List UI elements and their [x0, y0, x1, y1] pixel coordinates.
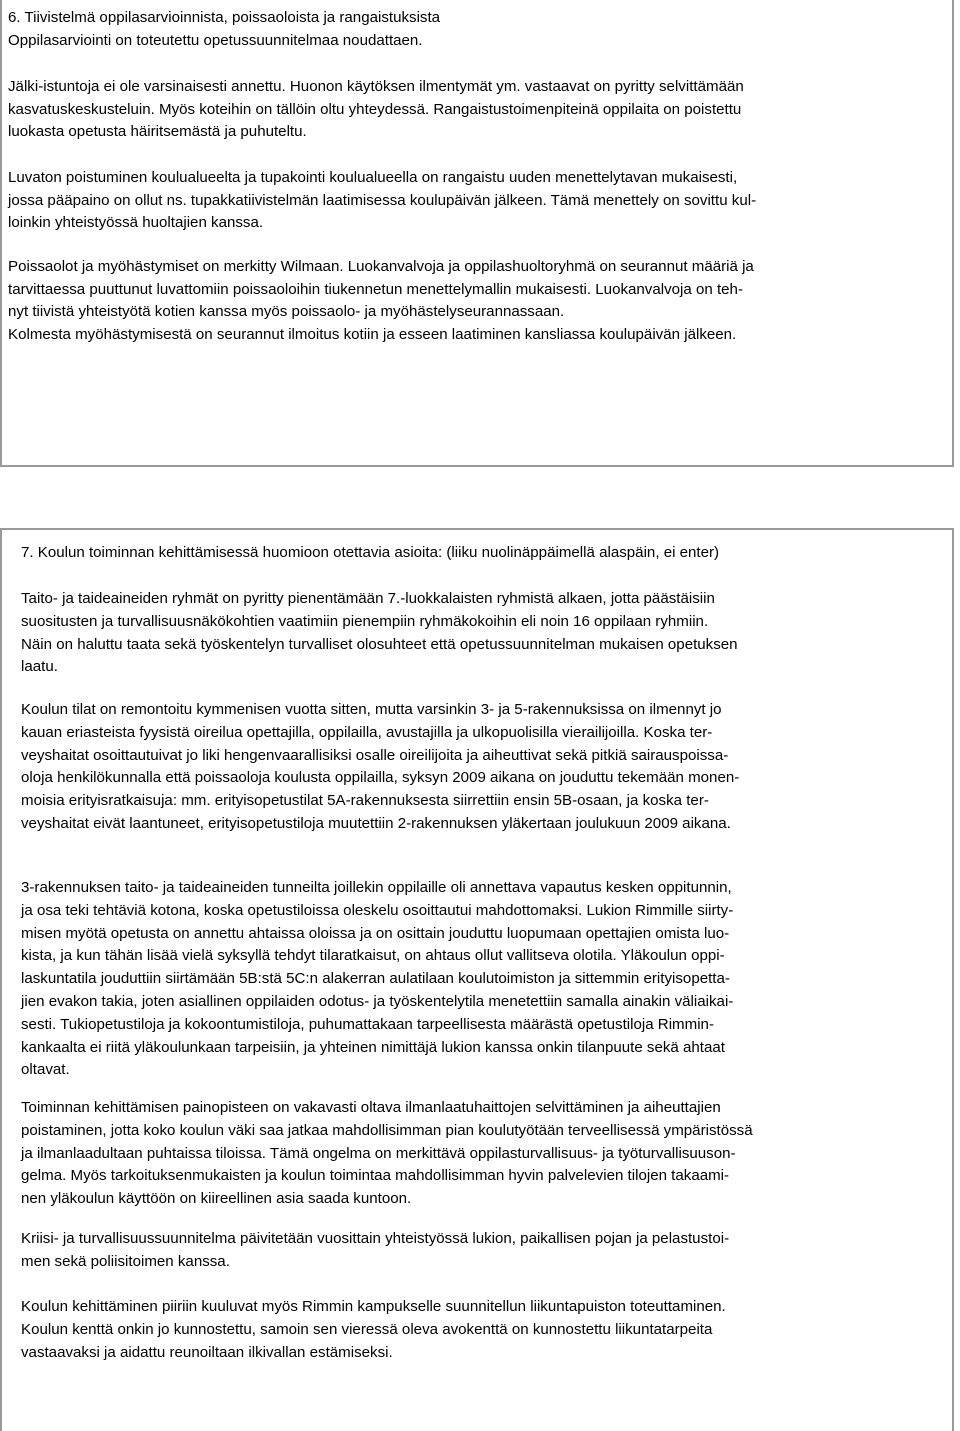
section-6-paragraph-2: [8, 76, 946, 144]
text-line: oltavat.: [21, 1061, 70, 1079]
text-line: vastaavaksi ja aidattu reunoiltaan ilkivallan estämiseksi.: [21, 1343, 393, 1361]
text-line: nen yläkoulun käyttöön on kiireellinen asia saada kuntoon.: [21, 1190, 412, 1208]
text-line: kankaalta ei riitä yläkoulunkaan tarpeisiin, ja yhteinen nimittäjä lukion kanssa onkin tilanpuute sekä ahtaat: [21, 1038, 725, 1056]
section-7-paragraph-1: [21, 588, 941, 679]
text-line: kasvatuskeskusteluin. Myös koteihin on tällöin oltu yhteydessä. Rangaistustoimenpiteinä oppilaita on poistettu: [8, 100, 742, 118]
section-7-paragraph-2: [21, 699, 941, 836]
text-line: Oppilasarviointi on toteutettu opetussuunnitelmaa noudattaen.: [8, 32, 423, 49]
section-6-title: 6. Tiivistelmä oppilasarvioinnista, poissaoloista ja rangaistuksista: [8, 9, 441, 26]
text-line: men sekä poliisitoimen kanssa.: [21, 1252, 230, 1270]
text-line: misen myötä opetusta on annettu ahtaissa oloissa ja on osittain jouduttu luopumaan opettajien omista luo-: [21, 924, 730, 942]
section-6-paragraph-3: [8, 167, 946, 235]
text-line: ja osa teki tehtäviä kotona, koska opetustiloissa oleskelu osoittautui mahdottomaksi. Lukion Rimmille siirty-: [21, 901, 734, 919]
text-line: Kriisi- ja turvallisuussuunnitelma päivitetään vuosittain yhteistyössä lukion, paikallisen pojan ja pelastustoi-: [21, 1230, 730, 1247]
text-line: Kolmesta myöhästymisestä on seurannut ilmoitus kotiin ja esseen laatiminen kansliassa koulupäivän jälkeen.: [8, 326, 737, 344]
text-line: Luvaton poistuminen koulualueelta ja tupakointi koulualueella on rangaistu uuden menettelytavan mukaisesti,: [8, 169, 738, 186]
text-line: kauan eriasteista fyysistä oireilua opettajilla, oppilailla, avustajilla ja ulkopuolisilla vierailijoilla. Koska ter-: [21, 723, 713, 741]
text-line: Jälki-istuntoja ei ole varsinaisesti annettu. Huonon käytöksen ilmentymät ym. vastaavat on pyritty selvittämään: [8, 78, 744, 95]
text-line: Taito- ja taideaineiden ryhmät on pyritty pienentämään 7.-luokkalaisten ryhmistä alkaen, jotta päästäisiin: [21, 590, 715, 607]
text-line: jien evakon takia, joten asiallinen oppilaiden odotus- ja työskentelytila menetettiin samalla ainakin väliaikai-: [21, 992, 734, 1010]
section-7-paragraph-5: [21, 1228, 941, 1274]
text-line: tarvittaessa puuttunut luvattomiin poissaoloihin tiukennetun menettelymallin mukaisesti. Luokanvalvoja on teh-: [8, 280, 743, 298]
text-line: veyshaitat eivät laantuneet, erityisopetustiloja muutettiin 2-rakennuksen yläkertaan joulukuun 2009 aikana.: [21, 814, 731, 832]
text-line: laatu.: [21, 658, 58, 676]
text-line: poistaminen, jotta koko koulun väki saa jatkaa mahdollisimman pian koulutyötään terveellisessä ympäristössä: [21, 1121, 753, 1139]
text-line: ja ilmanlaadultaan puhtaissa tiloissa. Tämä ongelma on merkittävä oppilasturvallisuus- ja työturvallisuuson-: [21, 1144, 736, 1162]
text-line: Näin on haluttu taata sekä työskentelyn turvalliset olosuhteet että opetussuunnitelman mukaisen opetuksen: [21, 635, 738, 653]
text-line: oloja henkilökunnalla että poissaoloja koulusta oppilailla, syksyn 2009 aikana on jouduttu tekemään monen-: [21, 769, 740, 787]
text-line: luokasta opetusta häiritsemästä ja puhuteltu.: [8, 123, 307, 141]
text-line: Poissaolot ja myöhästymiset on merkitty Wilmaan. Luokanvalvoja ja oppilashuoltoryhmä on seurannut määriä ja: [8, 258, 754, 275]
section-6-paragraph-1: [8, 30, 946, 53]
text-line: Koulun tilat on remontoitu kymmenisen vuotta sitten, mutta varsinkin 3- ja 5-rakennuksissa on ilmennyt jo: [21, 701, 722, 718]
text-line: laskuntatila jouduttiin siirtämään 5B:stä 5C:n alakerran aulatilaan koulutoimiston ja sittemmin erityisopetta-: [21, 970, 730, 988]
section-7-paragraph-3: [21, 877, 941, 1082]
text-line: gelma. Myös tarkoituksenmukaisten ja koulun toimintaa mahdollisimman hyvin palvelevien tilojen takaami-: [21, 1167, 730, 1185]
text-line: Koulun kehittäminen piiriin kuuluvat myös Rimmin kampukselle suunnitellun liikuntapuiston toteuttaminen.: [21, 1298, 726, 1315]
text-line: loinkin yhteistyössä huoltajien kanssa.: [8, 214, 264, 232]
text-line: moisia erityisratkaisuja: mm. erityisopetustilat 5A-rakennuksesta siirrettiin ensin 5B-osaan, ja koska ter-: [21, 792, 709, 810]
section-7-paragraph-4: [21, 1097, 941, 1211]
section-6-paragraph-4: [8, 256, 946, 347]
text-line: kista, ja kun tähän lisää vielä syksyllä tehdyt tilaratkaisut, on ahtaus ollut vallitseva olotila. Yläkoulun oppi-: [21, 947, 725, 965]
text-line: jossa pääpaino on ollut ns. tupakkatiivistelmän laatimisessa koulupäivän jälkeen. Tämä menettely on sovittu kul-: [8, 191, 757, 209]
section-7-title: 7. Koulun toiminnan kehittämisessä huomioon otettavia asioita: (liiku nuolinäppäimellä alaspäin, ei enter): [21, 544, 720, 561]
section-7-paragraph-6: [21, 1296, 941, 1364]
text-line: 3-rakennuksen taito- ja taideaineiden tunneilta joillekin oppilaille oli annettava vapautus kesken oppitunnin,: [21, 879, 732, 896]
text-line: veyshaitat osoittautuivat jo liki hengenvaarallisiksi osalle oireilijoita ja aiheuttivat sekä pitkiä sairauspoissa-: [21, 746, 729, 764]
text-line: sesti. Tukiopetustiloja ja kokoontumistiloja, puhumattakaan tarpeellisesta määrästä opetustiloja Rimmin-: [21, 1015, 714, 1033]
text-line: Koulun kenttä onkin jo kunnostettu, samoin sen vieressä oleva avokenttä on kunnostettu liikuntatarpeita: [21, 1320, 713, 1338]
text-line: nyt tiivistä yhteistyötä kotien kanssa myös poissaolo- ja myöhästelyseurannassaan.: [8, 303, 565, 321]
text-line: suositusten ja turvallisuusnäkökohtien vaatimiin pienempiin ryhmäkokoihin eli noin 16 oppilaan ryhmiin.: [21, 612, 709, 630]
text-line: Toiminnan kehittämisen painopisteen on vakavasti oltava ilmanlaatuhaittojen selvittäminen ja aiheuttajien: [21, 1099, 721, 1116]
